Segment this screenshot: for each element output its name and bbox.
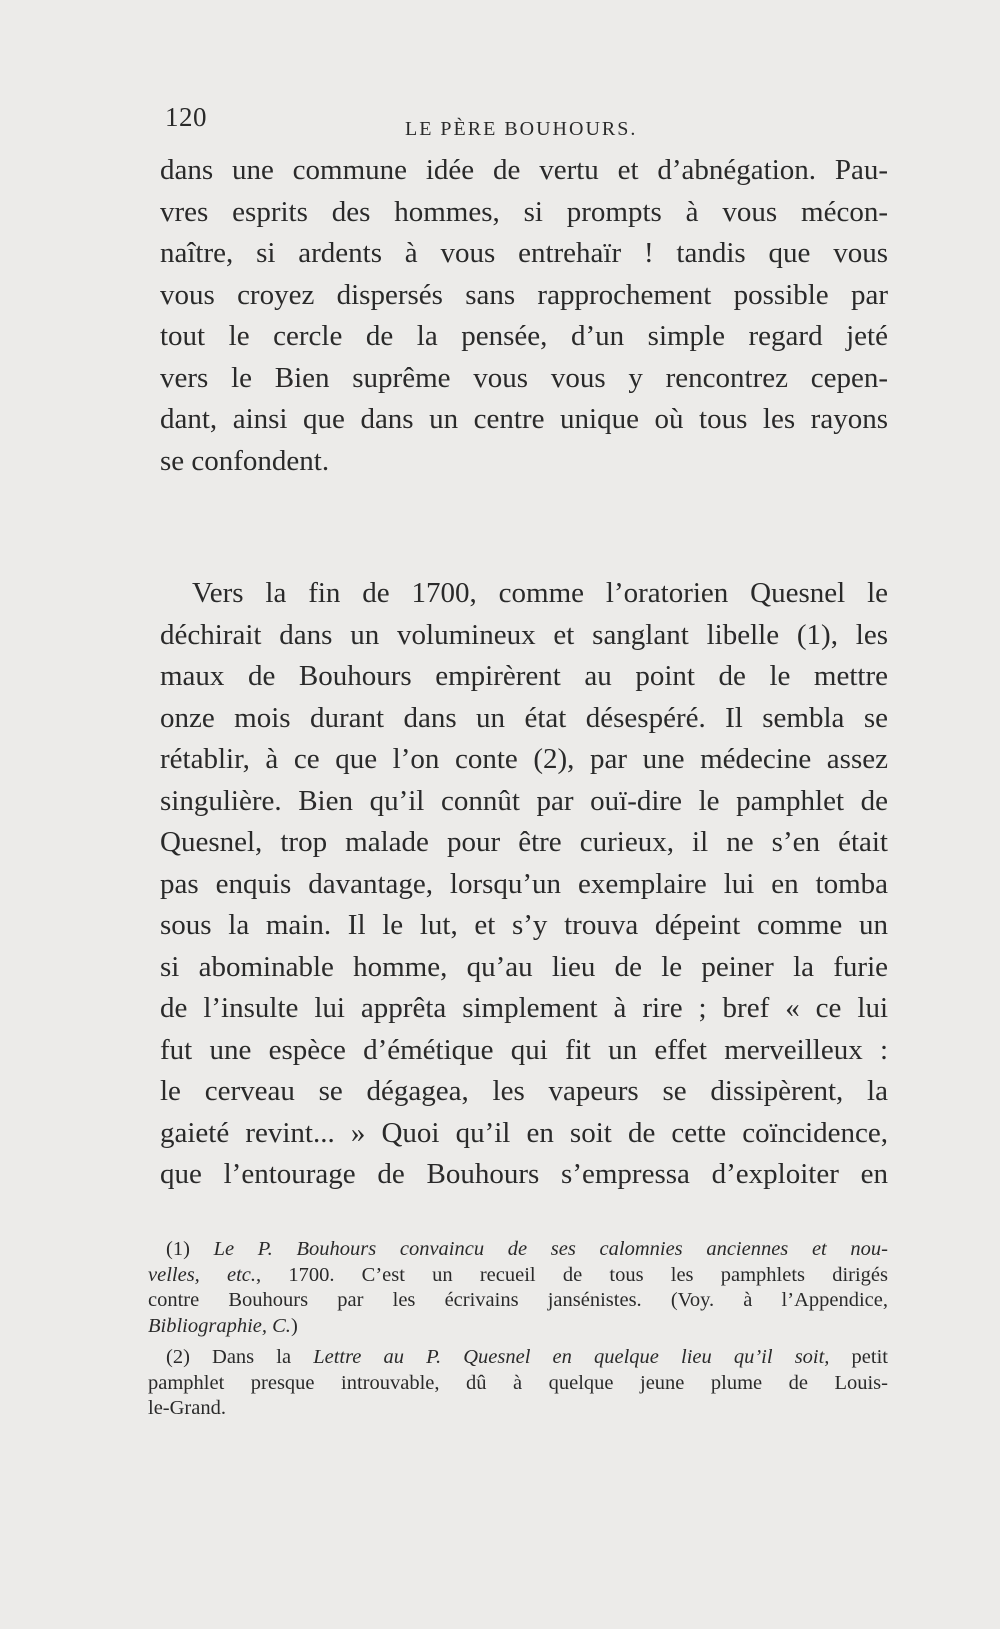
text-line: le cerveau se dégagea, les vapeurs se dissipèrent, la	[160, 1075, 888, 1107]
text-line: rétablir, à ce que l’on conte (2), par une médecine assez	[160, 743, 888, 775]
footnote-line	[148, 1237, 888, 1263]
footnote-title: Lettre au P. Quesnel en quelque lieu qu’il soit,	[313, 1346, 830, 1368]
footnote-line: pamphlet presque introuvable, dû à quelque jeune plume de Louis-	[148, 1371, 888, 1394]
text-line: naître, si ardents à vous entrehaïr ! tandis que vous	[160, 237, 888, 269]
footnote-text: , 1700. C’est un recueil de tous les pamphlets dirigés	[256, 1263, 888, 1286]
paragraph-1	[160, 150, 888, 482]
footnote-1	[148, 1237, 888, 1339]
footnote-title: velles, etc.	[148, 1263, 257, 1286]
text-line: gaieté revint... » Quoi qu’il en soit de cette coïncidence,	[160, 1116, 888, 1149]
text-line: que l’entourage de Bouhours s’empressa d’exploiter en	[160, 1158, 888, 1190]
footnotes	[148, 1237, 888, 1422]
text-line: si abominable homme, qu’au lieu de le peiner la furie	[160, 950, 888, 983]
text-line: maux de Bouhours empirèrent au point de le mettre	[160, 660, 888, 692]
text-line: déchirait dans un volumineux et sanglant libelle (1), les	[160, 618, 888, 651]
footnote-line	[148, 1263, 888, 1289]
text-line: Vers la fin de 1700, comme l’oratorien Quesnel le	[192, 577, 888, 609]
paragraph-spacer	[160, 482, 888, 573]
text-line: dant, ainsi que dans un centre unique où tous les rayons	[160, 403, 888, 435]
main-text	[160, 150, 888, 1196]
footnote-text: petit	[829, 1346, 888, 1368]
running-title: LE PÈRE BOUHOURS.	[405, 118, 638, 140]
text-line: de l’insulte lui apprêta simplement à rire ; bref « ce lui	[160, 992, 888, 1024]
text-line: Quesnel, trop malade pour être curieux, il ne s’en était	[160, 826, 888, 858]
footnote-line: le-Grand.	[148, 1397, 226, 1419]
text-line: pas enquis davantage, lorsqu’un exemplaire lui en tomba	[160, 867, 888, 900]
footnote-text: (2) Dans la	[166, 1346, 314, 1368]
text-line: onze mois durant dans un état désespéré. Il sembla se	[160, 701, 888, 734]
text-line: fut une espèce d’émétique qui fit un effet merveilleux :	[160, 1033, 888, 1066]
footnote-text: )	[290, 1314, 298, 1337]
footnote-number: (1)	[166, 1238, 214, 1260]
text-line: vous croyez dispersés sans rapprochement possible par	[160, 278, 888, 311]
footnote-line	[148, 1345, 888, 1371]
paragraph-2	[160, 573, 888, 1196]
footnote-title: Le P. Bouhours convaincu de ses calomnies anciennes et nou-	[213, 1238, 889, 1260]
text-line: vres esprits des hommes, si prompts à vous mécon-	[160, 195, 888, 228]
text-line: vers le Bien suprême vous vous y rencontrez cepen-	[160, 361, 888, 394]
page-number: 120	[165, 102, 207, 132]
text-line: dans une commune idée de vertu et d’abnégation. Pau-	[160, 154, 888, 186]
text-line: tout le cercle de la pensée, d’un simple regard jeté	[160, 320, 888, 352]
text-line: singulière. Bien qu’il connût par ouï-dire le pamphlet de	[160, 784, 888, 817]
footnote-line	[148, 1314, 888, 1340]
footnote-reference: Bibliographie, C.	[148, 1314, 291, 1337]
footnote-line: contre Bouhours par les écrivains jansénistes. (Voy. à l’Appendice,	[148, 1289, 888, 1311]
footnote-2	[148, 1345, 888, 1422]
page-header	[165, 102, 885, 142]
text-line: se confondent.	[160, 444, 330, 477]
text-line: sous la main. Il le lut, et s’y trouva dépeint comme un	[160, 909, 888, 941]
